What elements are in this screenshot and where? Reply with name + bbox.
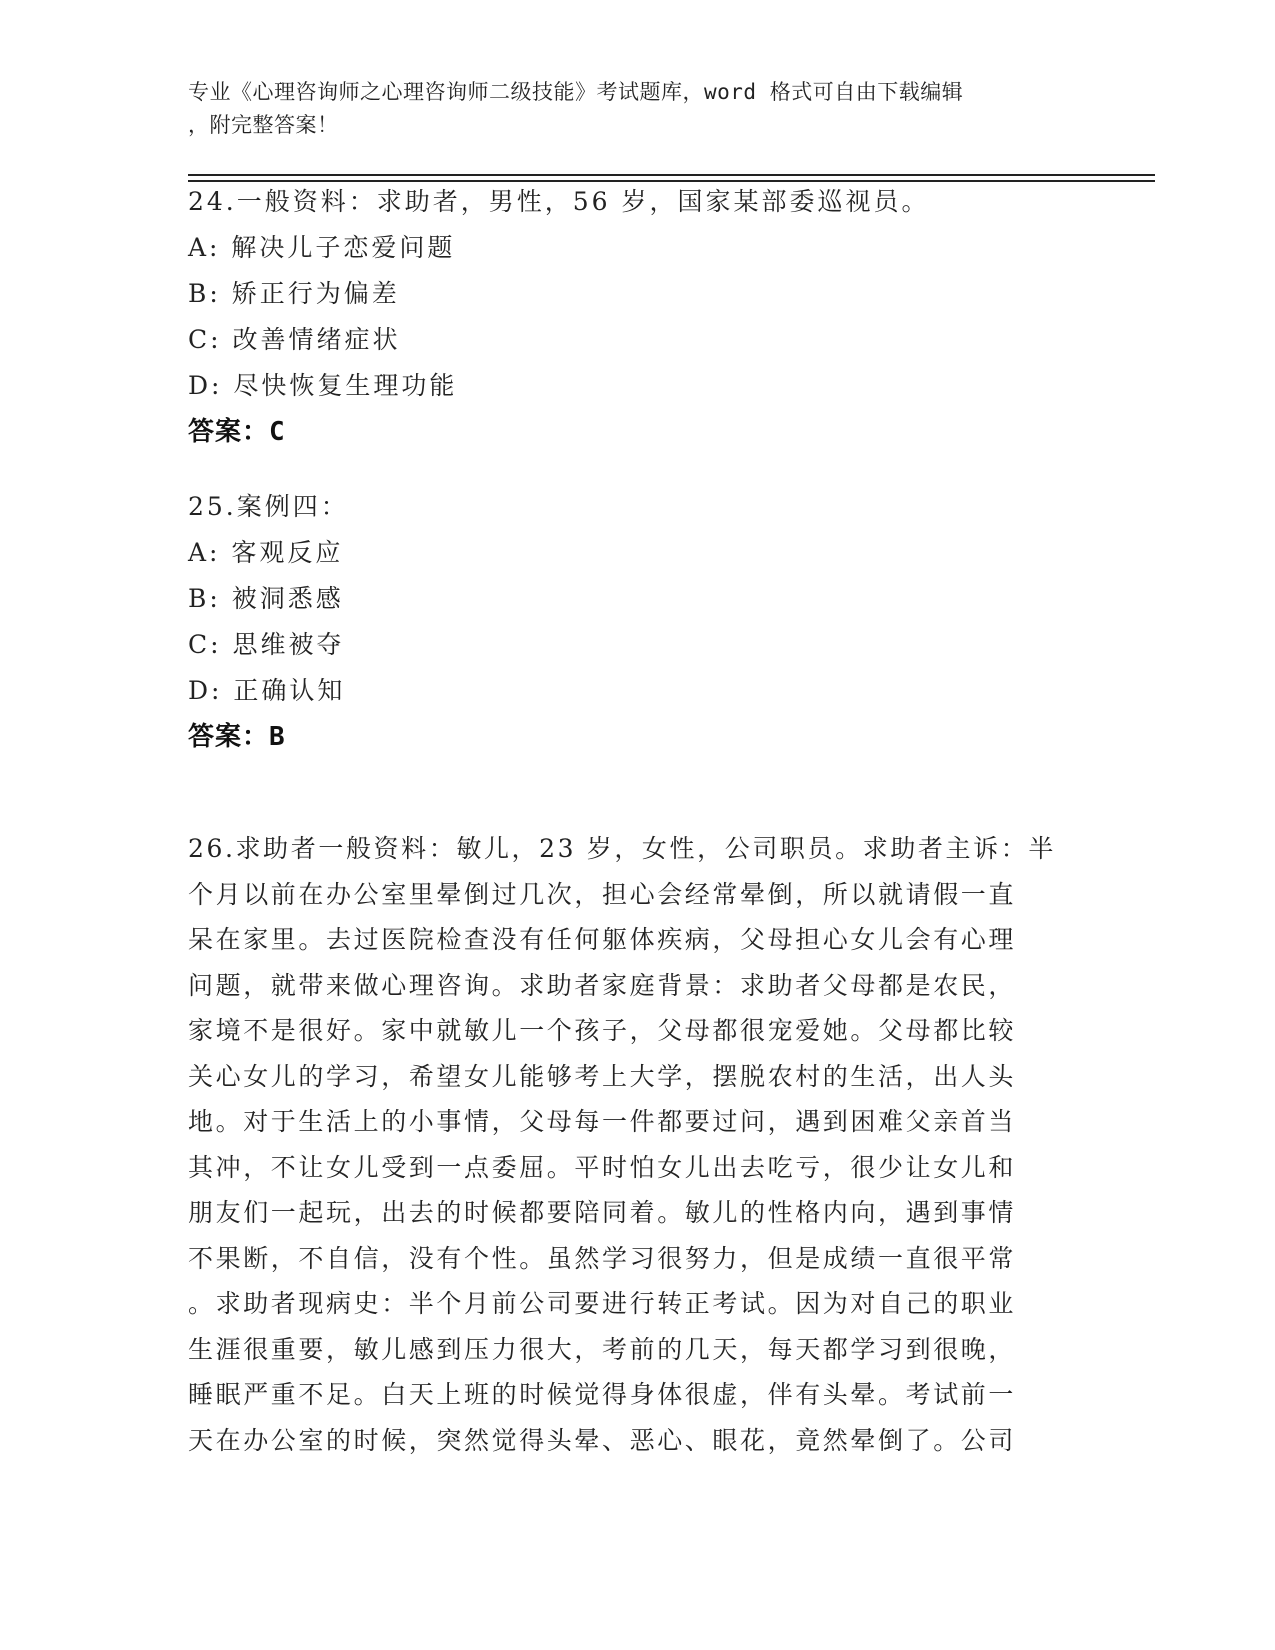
paragraph-line: 关心女儿的学习，希望女儿能够考上大学，摆脱农村的生活，出人头 <box>188 1061 1017 1091</box>
paragraph-line: 家境不是很好。家中就敏儿一个孩子，父母都很宠爱她。父母都比较 <box>188 1016 1017 1045</box>
paragraph-line: 个月以前在办公室里晕倒过几次，担心会经常晕倒，所以就请假一直 <box>188 879 1017 909</box>
question-24 <box>188 179 1088 455</box>
option-c: C: 改善情绪症状 <box>188 325 401 354</box>
question-25 <box>188 484 1088 760</box>
option-d: D: 正确认知 <box>188 676 346 705</box>
question-26-paragraph <box>188 826 1088 1463</box>
paragraph-line: 地。对于生活上的小事情，父母每一件都要过问，遇到困难父亲首当 <box>188 1107 1017 1136</box>
paragraph-line: 朋友们一起玩，出去的时候都要陪同着。敏儿的性格内向，遇到事情 <box>188 1198 1017 1227</box>
header-divider-top <box>188 174 1155 176</box>
answer-text: 答案：B <box>188 722 286 752</box>
paragraph-line: 生涯很重要，敏儿感到压力很大，考前的几天，每天都学习到很晚， <box>188 1334 1017 1364</box>
option-a: A: 客观反应 <box>188 538 344 567</box>
paragraph-line: 天在办公室的时候，突然觉得头晕、恶心、眼花，竟然晕倒了。公司 <box>188 1425 1017 1455</box>
paragraph-line: 。求助者现病史：半个月前公司要进行转正考试。因为对自己的职业 <box>188 1289 1017 1318</box>
document-header-note <box>188 76 1088 142</box>
header-line-1: 专业《心理咨询师之心理咨询师二级技能》考试题库，word 格式可自由下载编辑 <box>188 80 964 104</box>
paragraph-line: 26.求助者一般资料：敏儿，23 岁，女性，公司职员。求助者主诉：半 <box>188 834 1056 863</box>
question-stem: 25.案例四： <box>188 492 349 521</box>
paragraph-line: 呆在家里。去过医院检查没有任何躯体疾病，父母担心女儿会有心理 <box>188 925 1017 954</box>
header-line-2: ，附完整答案！ <box>188 113 339 137</box>
option-c: C: 思维被夺 <box>188 630 345 659</box>
option-b: B: 被洞悉感 <box>188 584 344 613</box>
option-a: A: 解决儿子恋爱问题 <box>188 233 456 262</box>
paragraph-line: 其冲，不让女儿受到一点委屈。平时怕女儿出去吃亏，很少让女儿和 <box>188 1152 1017 1182</box>
paragraph-line: 睡眠严重不足。白天上班的时候觉得身体很虚，伴有头晕。考试前一 <box>188 1380 1017 1409</box>
option-b: B: 矫正行为偏差 <box>188 279 400 308</box>
answer-text: 答案：C <box>188 417 286 447</box>
option-d: D: 尽快恢复生理功能 <box>188 371 458 400</box>
paragraph-line: 问题，就带来做心理咨询。求助者家庭背景：求助者父母都是农民， <box>188 970 1017 1000</box>
paragraph-line: 不果断，不自信，没有个性。虽然学习很努力，但是成绩一直很平常 <box>188 1243 1017 1273</box>
question-stem: 24.一般资料：求助者，男性，56 岁，国家某部委巡视员。 <box>188 187 930 216</box>
